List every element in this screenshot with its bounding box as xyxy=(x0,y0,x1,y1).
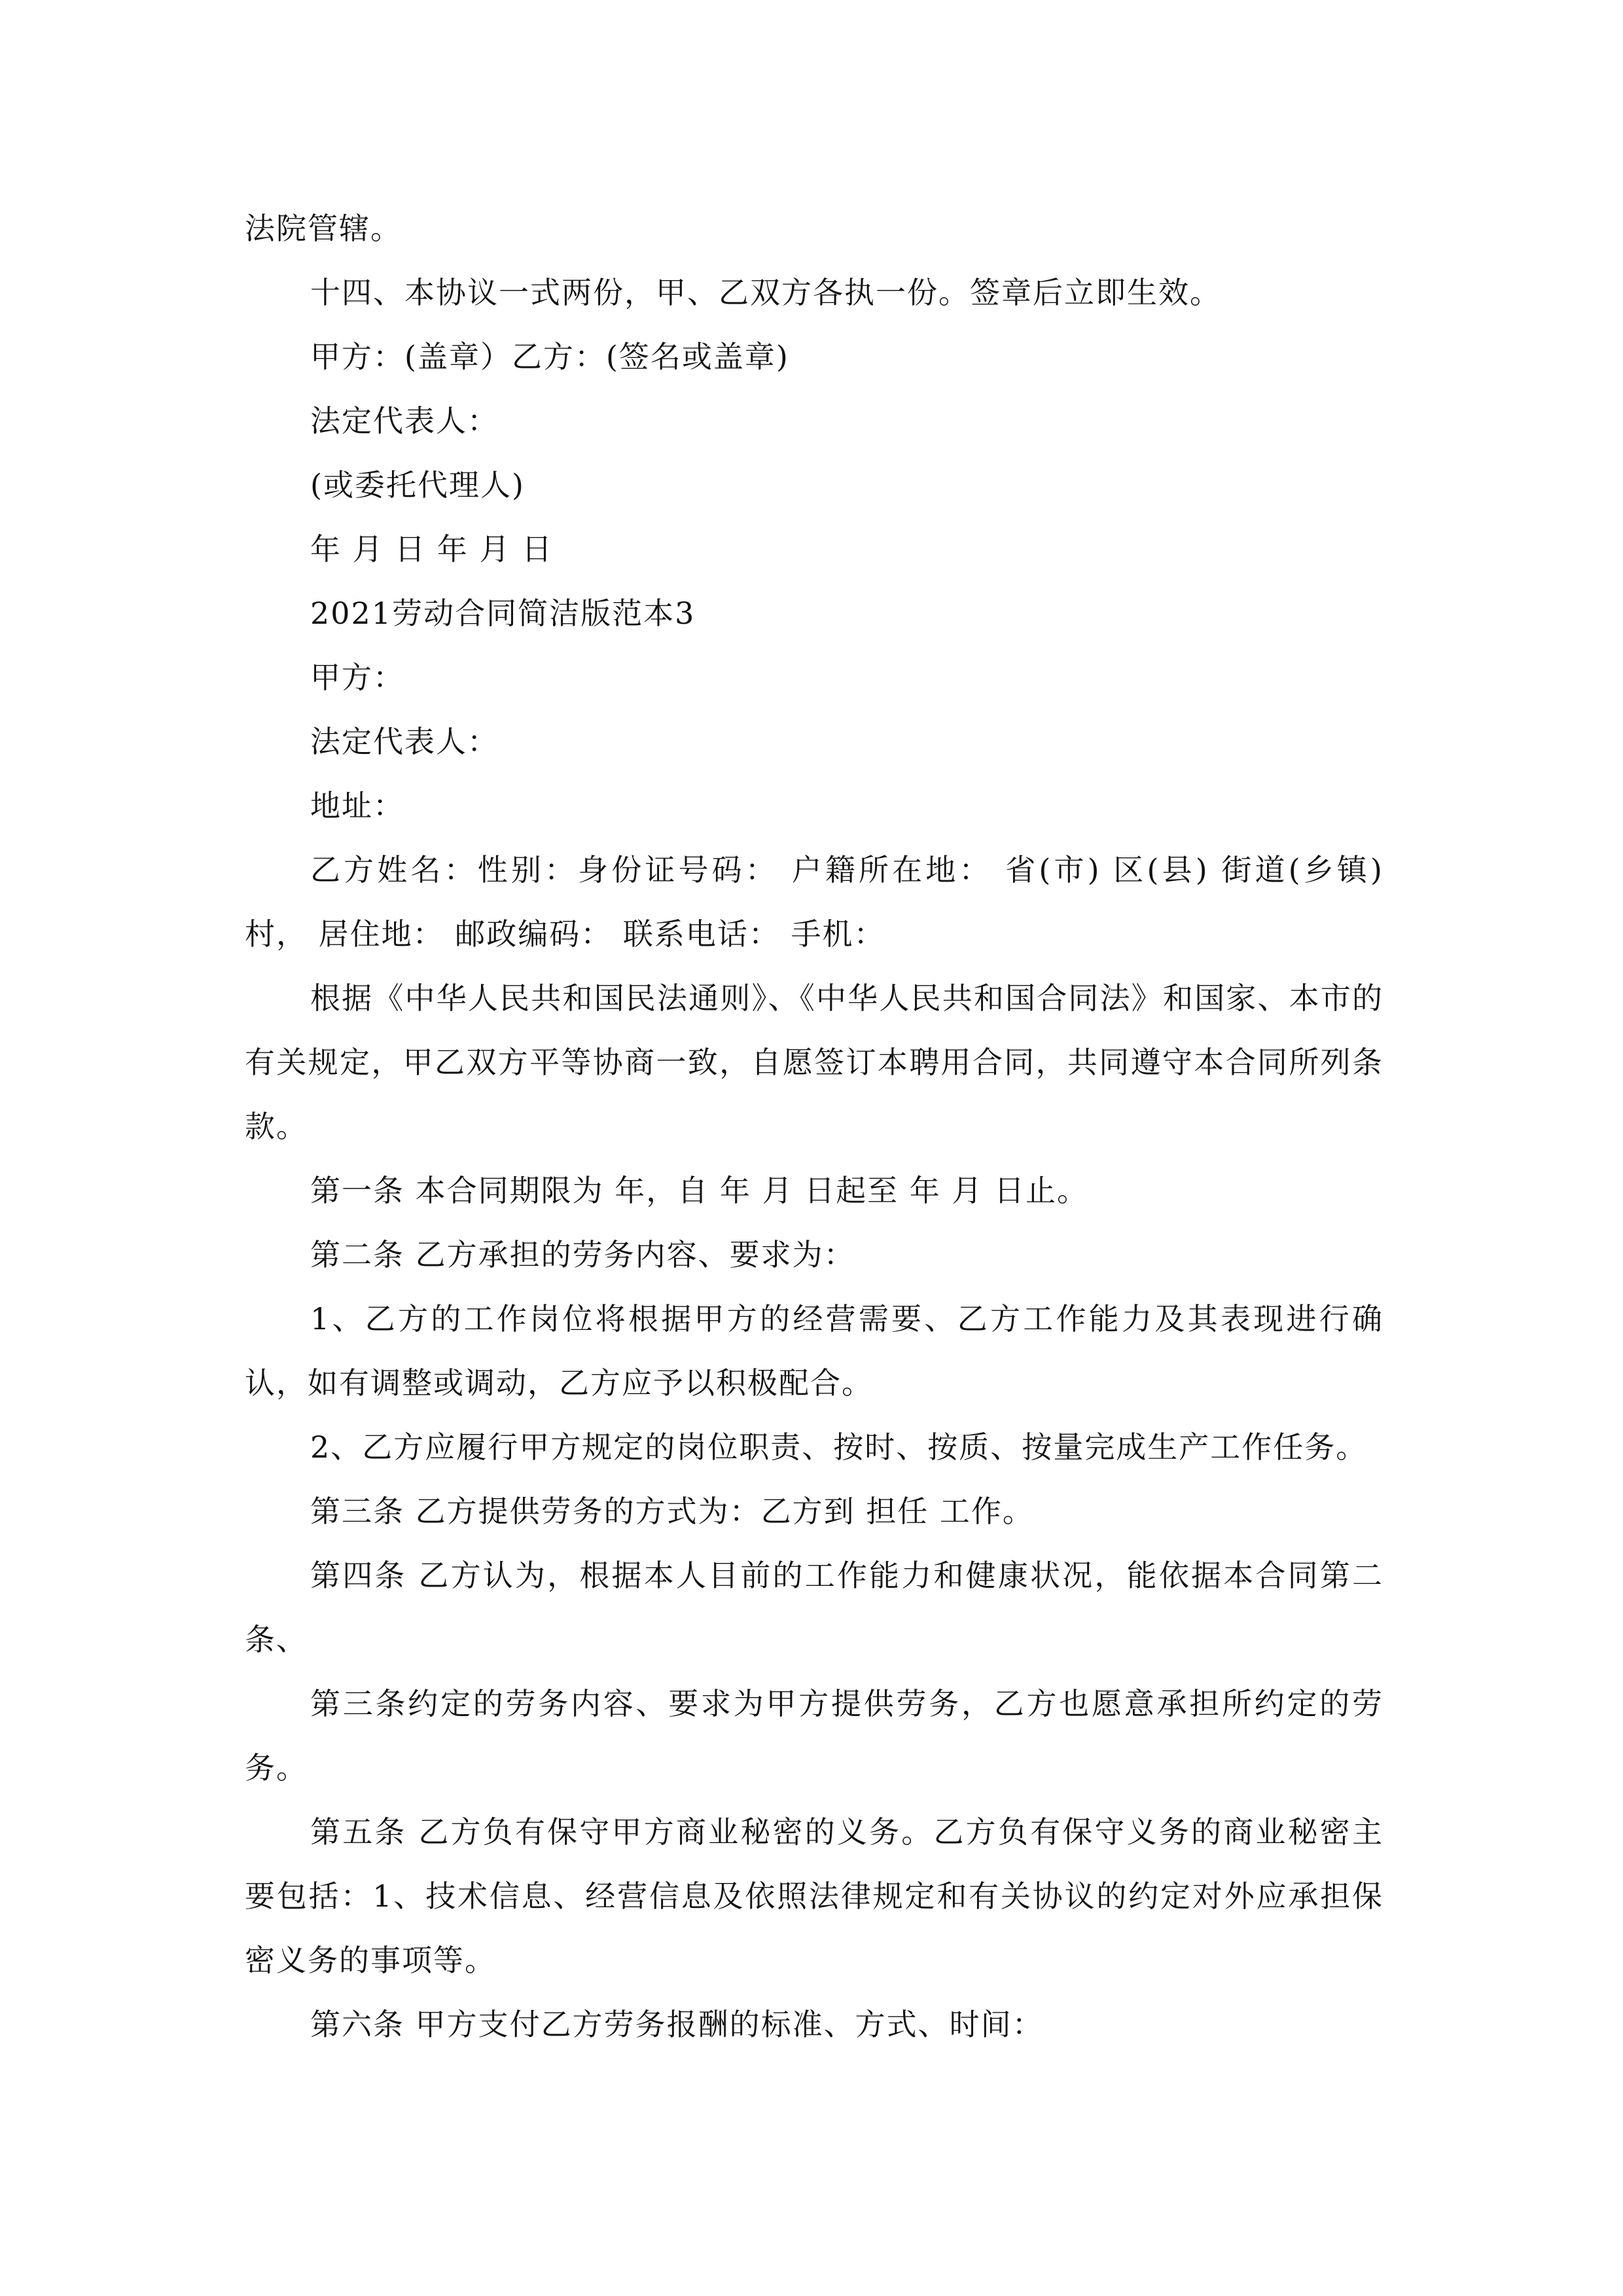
article-2: 第二条 乙方承担的劳务内容、要求为： xyxy=(310,1237,855,1272)
paragraph-9: 法定代表人： xyxy=(310,724,499,759)
paragraph-1: 法院管辖。 xyxy=(245,211,402,246)
paragraph-11: 乙方姓名：性别：身份证号码： 户籍所在地： 省(市) 区(县) 街道(乡镇) 村， 居住地： 邮政编码： 联系电话： 手机： xyxy=(245,852,1383,952)
article-5: 第五条 乙方负有保守甲方商业秘密的义务。乙方负有保守义务的商业秘密主要包括：1、技术信息、经营信息及依照法律规定和有关协议的约定对外应承担保密义务的事项等。 xyxy=(245,1814,1383,1978)
article-6: 第六条 甲方支付乙方劳务报酬的标准、方式、时间： xyxy=(310,2007,1044,2042)
article-4-continued: 第三条约定的劳务内容、要求为甲方提供劳务，乙方也愿意承担所约定的劳务。 xyxy=(245,1686,1383,1785)
paragraph-4: 法定代表人： xyxy=(310,403,499,439)
paragraph-5: (或委托代理人) xyxy=(310,467,525,503)
paragraph-8: 甲方： xyxy=(310,660,404,695)
article-3: 第三条 乙方提供劳务的方式为：乙方到 担任 工作。 xyxy=(310,1494,1034,1529)
section-title: 2021劳动合同简洁版范本3 xyxy=(310,596,696,631)
document-body xyxy=(245,196,1383,2056)
paragraph-10: 地址： xyxy=(310,788,404,823)
paragraph-2: 十四、本协议一式两份，甲、乙双方各执一份。签章后立即生效。 xyxy=(310,275,1221,310)
article-2-item-2: 2、乙方应履行甲方规定的岗位职责、按时、按质、按量完成生产工作任务。 xyxy=(310,1429,1368,1465)
article-2-item-1: 1、乙方的工作岗位将根据甲方的经营需要、乙方工作能力及其表现进行确认，如有调整或调动，乙方应予以积极配合。 xyxy=(245,1301,1383,1401)
article-4: 第四条 乙方认为，根据本人目前的工作能力和健康状况，能依据本合同第二条、 xyxy=(245,1558,1383,1657)
paragraph-6: 年 月 日 年 月 日 xyxy=(310,531,554,567)
article-1: 第一条 本合同期限为 年，自 年 月 日起至 年 月 日止。 xyxy=(310,1173,1088,1208)
paragraph-12: 根据《中华人民共和国民法通则》、《中华人民共和国合同法》和国家、本市的有关规定，甲乙双方平等协商一致，自愿签订本聘用合同，共同遵守本合同所列条款。 xyxy=(245,980,1383,1144)
paragraph-3: 甲方：(盖章）乙方：(签名或盖章) xyxy=(310,339,789,374)
